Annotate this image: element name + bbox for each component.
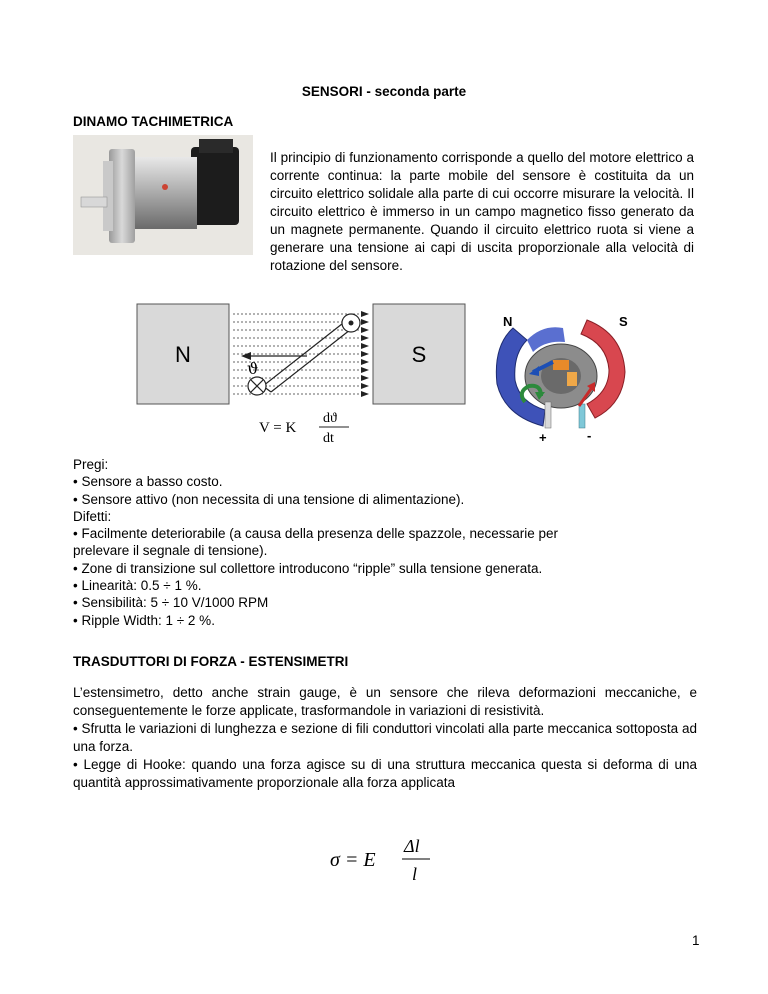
page-number: 1: [692, 933, 700, 948]
cons-item: • Zone di transizione sul collettore introducono “ripple” sulla tensione generata.: [73, 560, 543, 576]
strain-gauge-bullet: • Sfrutta le variazioni di lunghezza e sezione di fili conduttori vincolati alla parte meccanica sottoposta ad una forza.: [73, 721, 697, 754]
pros-label: Pregi:: [73, 457, 109, 472]
hooke-formula: [326, 830, 466, 890]
pole-n-label: N: [175, 342, 191, 367]
intro-paragraph: Il principio di funzionamento corrisponde a quello del motore elettrico a corrente continua: la parte mobile del sensore è costituita da un circuito elettrico solidale alla parte di cui occorre misurare la velocità. Il circuito elettrico è immerso in un campo magnetico fisso generato da un magnete permanente. Quando il circuito elettrico ruota si viene a generare una tensione ai capi di uscita proporzionale alla velocità di rotazione del sensore.: [270, 150, 694, 273]
dynamo-formula-den: dt: [323, 431, 334, 446]
dynamo-formula-lhs: V = K: [259, 420, 297, 436]
cons-item: • Linearità: 0.5 ÷ 1 %.: [73, 578, 202, 594]
cons-item: • Sensibilità: 5 ÷ 10 V/1000 RPM: [73, 595, 269, 611]
cons-item: • Ripple Width: 1 ÷ 2 %.: [73, 612, 215, 628]
strain-gauge-paragraph: L’estensimetro, detto anche strain gauge, è un sensore che rileva deformazioni meccaniche, e conseguentemente le forze applicate, trasformandole in variazioni di resistività.: [73, 685, 697, 718]
tachometer-dynamo-photo: [73, 135, 253, 255]
magnetic-field-diagram: [135, 302, 475, 447]
rotor-label-n: N: [503, 314, 513, 329]
cons-label: Difetti:: [73, 508, 112, 524]
pros-cons-list: [73, 456, 713, 629]
pros-item: • Sensore a basso costo.: [73, 474, 223, 490]
dynamo-formula-num: dϑ: [323, 411, 337, 426]
pole-s-label: S: [411, 342, 427, 367]
rotor-label-s: S: [619, 314, 628, 329]
rotor-label-minus: -: [587, 428, 592, 443]
hooke-formula-den: l: [412, 864, 418, 884]
strain-gauge-text: [73, 684, 697, 792]
document-title: SENSORI - seconda parte: [301, 84, 467, 99]
rotor-label-plus: +: [539, 430, 547, 444]
cons-item: • Facilmente deteriorabile (a causa della presenza delle spazzole, necessarie per: [73, 526, 558, 542]
section-heading-dinamo: DINAMO TACHIMETRICA: [73, 114, 234, 129]
hooke-law-bullet: • Legge di Hooke: quando una forza agisce su di una struttura meccanica questa si deforma di una quantità approssimativamente proporzionale alla forza applicata: [73, 757, 697, 790]
pros-item: • Sensore attivo (non necessita di una tensione di alimentazione).: [73, 491, 465, 507]
dynamo-rotor-illustration: [483, 306, 633, 444]
hooke-formula-lhs: σ = E: [330, 849, 376, 871]
hooke-formula-num: Δl: [404, 836, 420, 856]
cons-item: prelevare il segnale di tensione).: [73, 543, 268, 559]
angle-symbol: ϑ: [247, 359, 259, 378]
section-heading-estensimetri: TRASDUTTORI DI FORZA - ESTENSIMETRI: [73, 654, 349, 669]
